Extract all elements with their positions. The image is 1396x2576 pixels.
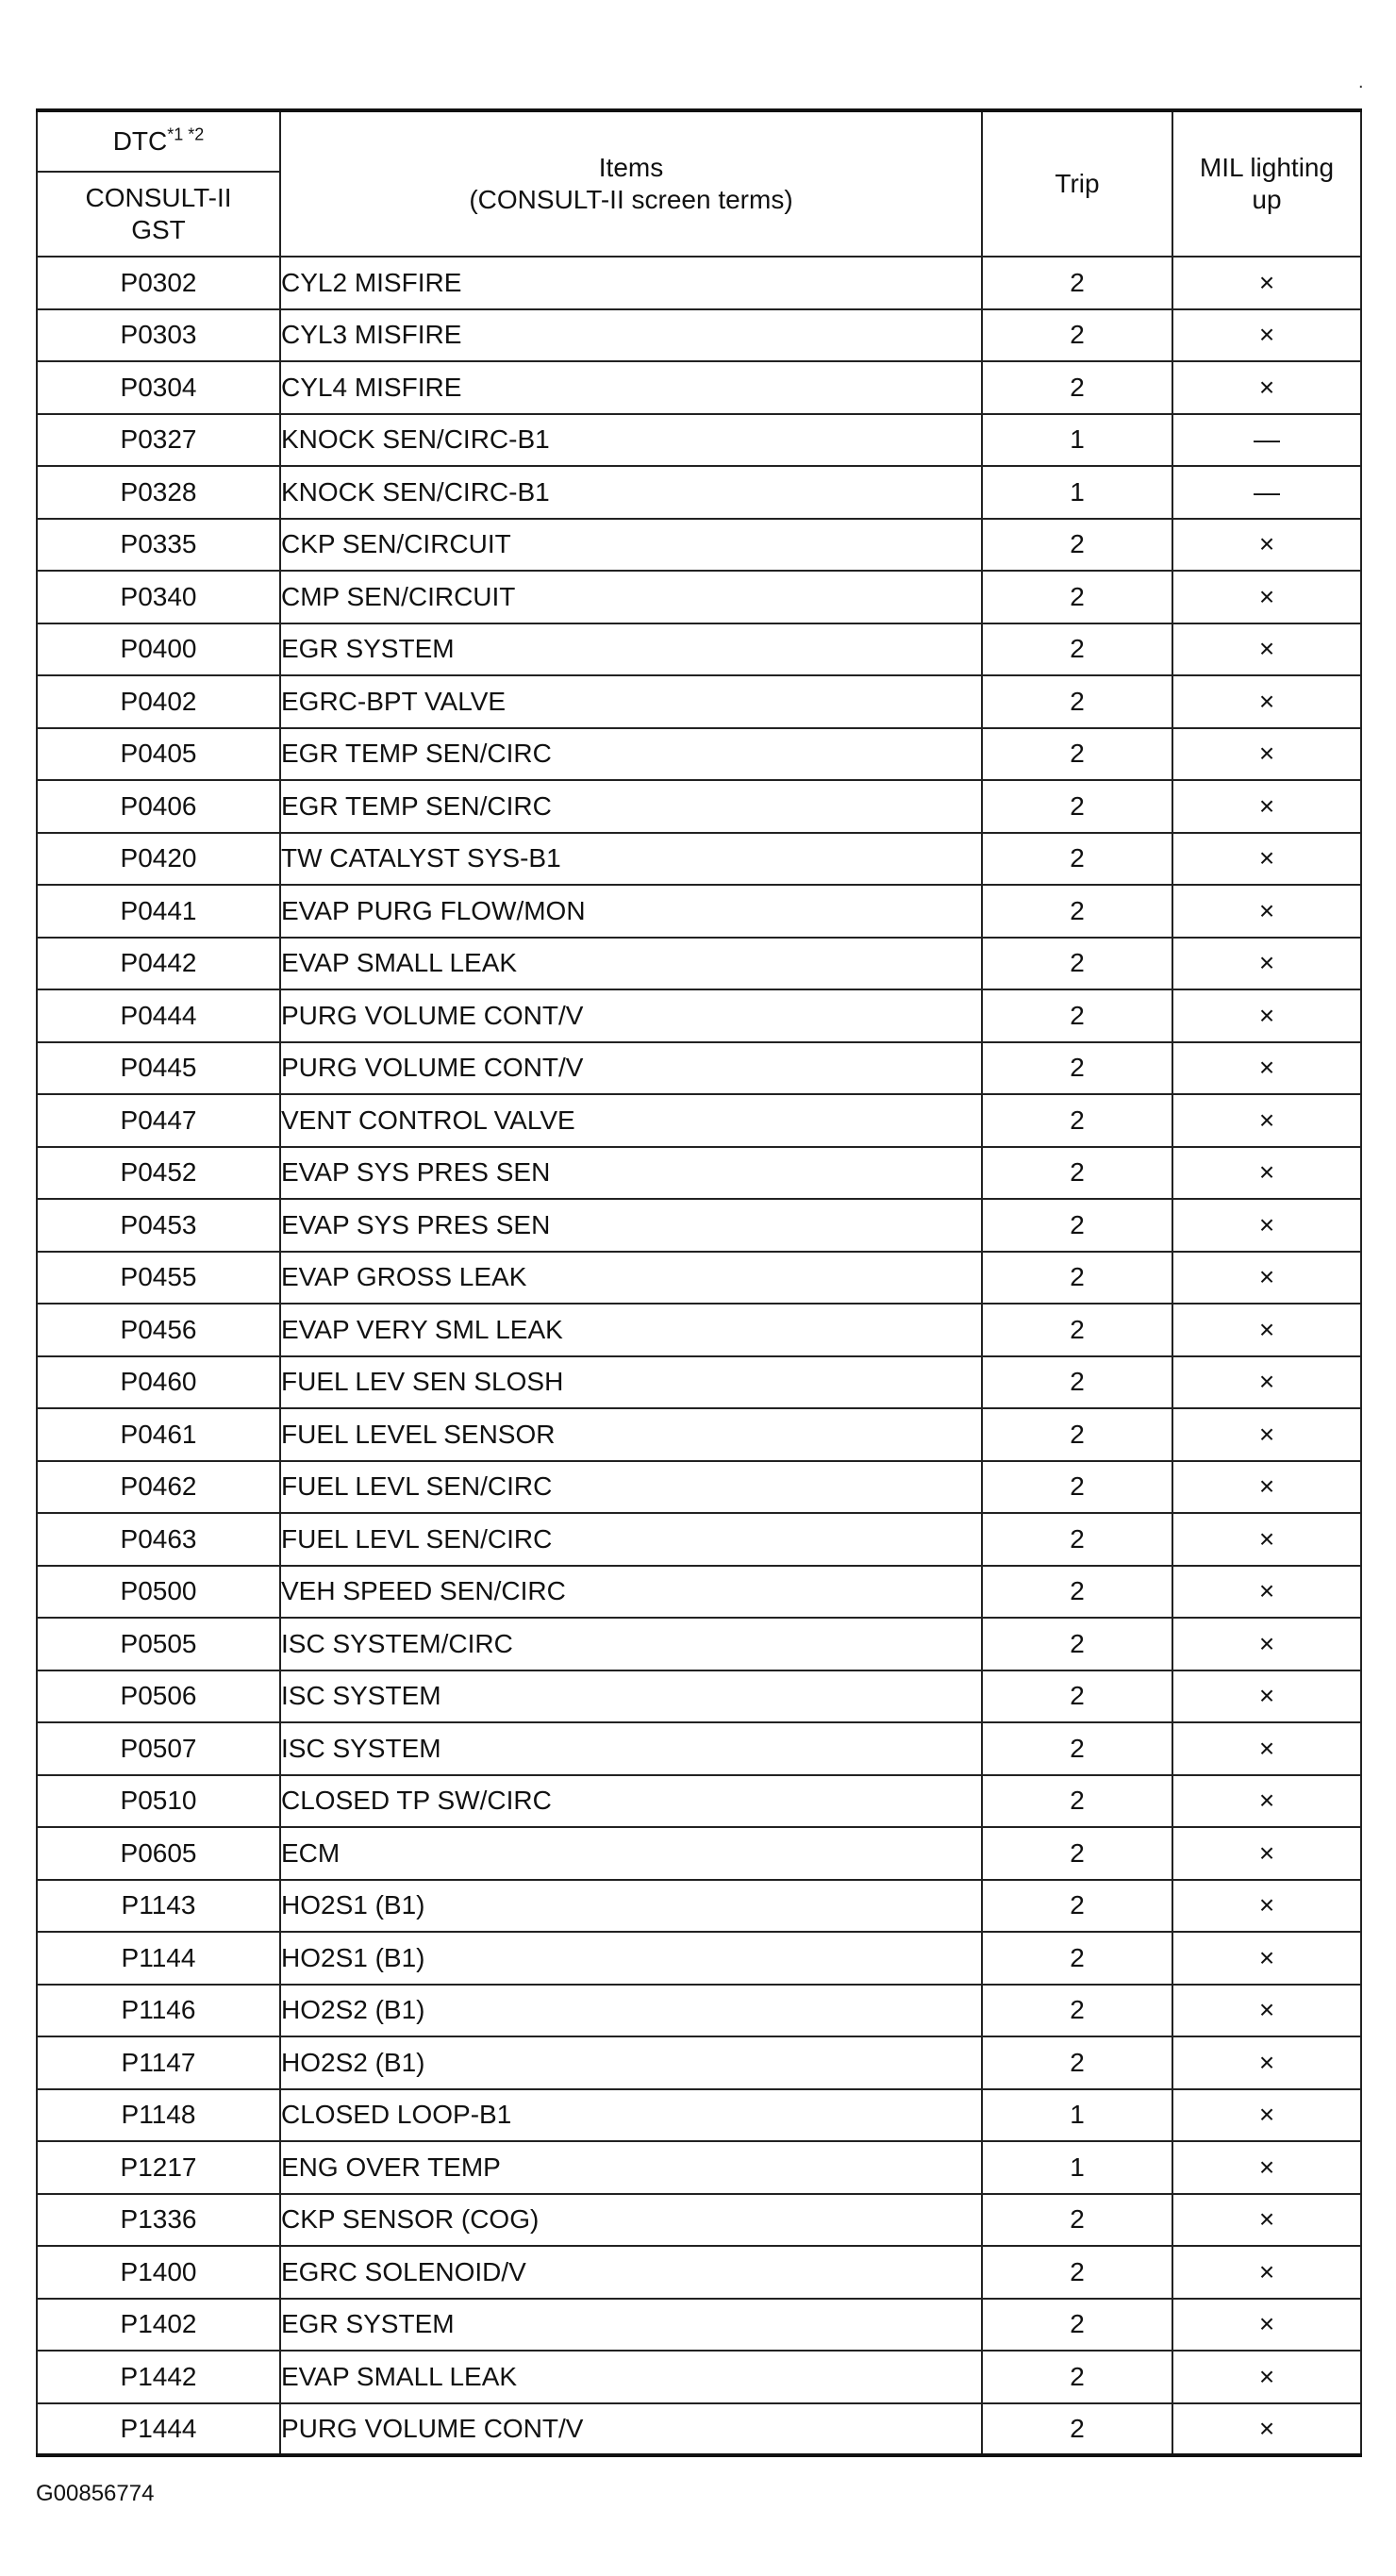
mil-cell: × <box>1172 1880 1361 1933</box>
table-row <box>37 1985 1361 2037</box>
table-row <box>37 938 1361 990</box>
trip-cell: 1 <box>982 466 1172 519</box>
item-cell: CLOSED TP SW/CIRC <box>280 1775 982 1828</box>
table-row <box>37 519 1361 572</box>
table-row <box>37 885 1361 938</box>
dtc-code-cell: P0402 <box>37 675 280 728</box>
item-cell: ISC SYSTEM <box>280 1670 982 1723</box>
mil-cell: × <box>1172 1722 1361 1775</box>
mil-cell: × <box>1172 1513 1361 1566</box>
item-cell: FUEL LEVL SEN/CIRC <box>280 1513 982 1566</box>
dtc-code-cell: P0506 <box>37 1670 280 1723</box>
item-cell: KNOCK SEN/CIRC-B1 <box>280 466 982 519</box>
item-cell: ISC SYSTEM <box>280 1722 982 1775</box>
item-cell: ISC SYSTEM/CIRC <box>280 1618 982 1670</box>
item-cell: EVAP VERY SML LEAK <box>280 1304 982 1356</box>
table-row <box>37 1827 1361 1880</box>
mil-cell: × <box>1172 257 1361 309</box>
dtc-code-cell: P0406 <box>37 780 280 833</box>
table-header <box>37 110 1361 257</box>
mil-cell: × <box>1172 2194 1361 2247</box>
table-row <box>37 2403 1361 2456</box>
table-row <box>37 1566 1361 1619</box>
item-cell: FUEL LEVL SEN/CIRC <box>280 1461 982 1514</box>
dtc-code-cell: P0605 <box>37 1827 280 1880</box>
gst-label: GST <box>131 215 186 244</box>
items-sublabel: (CONSULT-II screen terms) <box>469 185 793 214</box>
dtc-code-cell: P1400 <box>37 2246 280 2299</box>
items-label: Items <box>598 153 664 182</box>
item-cell: EVAP SMALL LEAK <box>280 938 982 990</box>
item-cell: FUEL LEV SEN SLOSH <box>280 1356 982 1409</box>
table-row <box>37 2299 1361 2352</box>
item-cell: ENG OVER TEMP <box>280 2141 982 2194</box>
trip-header-cell <box>982 110 1172 257</box>
dtc-code-cell: P0462 <box>37 1461 280 1514</box>
table-row <box>37 780 1361 833</box>
mil-cell: × <box>1172 1670 1361 1723</box>
table-row <box>37 623 1361 676</box>
figure-id: G00856774 <box>36 2481 155 2506</box>
dtc-code-cell: P0444 <box>37 989 280 1042</box>
item-cell: EVAP GROSS LEAK <box>280 1252 982 1305</box>
trip-cell: 2 <box>982 938 1172 990</box>
table-row <box>37 1670 1361 1723</box>
mil-cell: × <box>1172 623 1361 676</box>
item-cell: EGR SYSTEM <box>280 623 982 676</box>
dtc-code-cell: P0447 <box>37 1094 280 1147</box>
item-cell: PURG VOLUME CONT/V <box>280 989 982 1042</box>
mil-header-cell <box>1172 110 1361 257</box>
mil-cell: × <box>1172 780 1361 833</box>
item-cell: EVAP SYS PRES SEN <box>280 1147 982 1200</box>
dtc-code-cell: P0400 <box>37 623 280 676</box>
mil-cell: × <box>1172 519 1361 572</box>
item-cell: KNOCK SEN/CIRC-B1 <box>280 414 982 467</box>
trip-cell: 1 <box>982 2089 1172 2142</box>
consult-gst-header-cell <box>37 172 280 257</box>
trip-cell: 2 <box>982 623 1172 676</box>
trip-cell: 2 <box>982 833 1172 886</box>
dtc-code-cell: P1143 <box>37 1880 280 1933</box>
item-cell: ECM <box>280 1827 982 1880</box>
item-cell: EGR SYSTEM <box>280 2299 982 2352</box>
dtc-code-cell: P0453 <box>37 1199 280 1252</box>
trip-cell: 2 <box>982 780 1172 833</box>
trip-cell: 2 <box>982 675 1172 728</box>
trip-cell: 2 <box>982 1880 1172 1933</box>
item-cell: CKP SENSOR (COG) <box>280 2194 982 2247</box>
table-row <box>37 1932 1361 1985</box>
item-cell: CKP SEN/CIRCUIT <box>280 519 982 572</box>
table-row <box>37 1775 1361 1828</box>
dtc-table <box>36 108 1362 2457</box>
items-header-cell <box>280 110 982 257</box>
trip-cell: 2 <box>982 2299 1172 2352</box>
item-cell: HO2S1 (B1) <box>280 1880 982 1933</box>
table-row <box>37 1461 1361 1514</box>
dtc-superscript: *1 *2 <box>167 125 205 144</box>
item-cell: CLOSED LOOP-B1 <box>280 2089 982 2142</box>
mil-cell: × <box>1172 571 1361 623</box>
trip-cell: 2 <box>982 728 1172 781</box>
table-row <box>37 1147 1361 1200</box>
mil-cell: × <box>1172 938 1361 990</box>
mil-cell: × <box>1172 361 1361 414</box>
trip-cell: 2 <box>982 1252 1172 1305</box>
item-cell: VENT CONTROL VALVE <box>280 1094 982 1147</box>
trip-cell: 2 <box>982 1566 1172 1619</box>
trip-cell: 2 <box>982 1775 1172 1828</box>
mil-cell: — <box>1172 466 1361 519</box>
table-row <box>37 2194 1361 2247</box>
trip-cell: 2 <box>982 1304 1172 1356</box>
trip-cell: 2 <box>982 1985 1172 2037</box>
item-cell: CYL4 MISFIRE <box>280 361 982 414</box>
dtc-code-cell: P1336 <box>37 2194 280 2247</box>
trip-cell: 2 <box>982 1356 1172 1409</box>
trip-label: Trip <box>1055 169 1100 198</box>
table-row <box>37 1722 1361 1775</box>
mil-cell: × <box>1172 1252 1361 1305</box>
mil-cell: × <box>1172 885 1361 938</box>
trip-cell: 1 <box>982 414 1172 467</box>
item-cell: EGRC-BPT VALVE <box>280 675 982 728</box>
dtc-header-cell <box>37 110 280 172</box>
trip-cell: 2 <box>982 1827 1172 1880</box>
trip-cell: 2 <box>982 361 1172 414</box>
dtc-code-cell: P1402 <box>37 2299 280 2352</box>
table-row <box>37 1304 1361 1356</box>
trip-cell: 2 <box>982 1094 1172 1147</box>
table-row <box>37 1356 1361 1409</box>
dtc-code-cell: P0507 <box>37 1722 280 1775</box>
dtc-code-cell: P0461 <box>37 1408 280 1461</box>
dtc-code-cell: P0441 <box>37 885 280 938</box>
table-row <box>37 833 1361 886</box>
mil-cell: × <box>1172 1094 1361 1147</box>
mil-cell: × <box>1172 1932 1361 1985</box>
trip-cell: 2 <box>982 1461 1172 1514</box>
mil-label-line2: up <box>1252 185 1282 214</box>
mil-cell: × <box>1172 1304 1361 1356</box>
table-row <box>37 1094 1361 1147</box>
trip-cell: 2 <box>982 2036 1172 2089</box>
table-row <box>37 361 1361 414</box>
trip-cell: 2 <box>982 989 1172 1042</box>
mil-cell: × <box>1172 728 1361 781</box>
trip-cell: 2 <box>982 1199 1172 1252</box>
trip-cell: 2 <box>982 1408 1172 1461</box>
dtc-code-cell: P1442 <box>37 2351 280 2403</box>
table-row <box>37 1199 1361 1252</box>
trip-cell: 2 <box>982 1513 1172 1566</box>
mil-cell: × <box>1172 1775 1361 1828</box>
dtc-code-cell: P0327 <box>37 414 280 467</box>
dtc-code-cell: P0452 <box>37 1147 280 1200</box>
dtc-code-cell: P0302 <box>37 257 280 309</box>
trip-cell: 2 <box>982 2403 1172 2456</box>
mil-cell: × <box>1172 2299 1361 2352</box>
dtc-code-cell: P0340 <box>37 571 280 623</box>
item-cell: CYL2 MISFIRE <box>280 257 982 309</box>
mil-cell: × <box>1172 1356 1361 1409</box>
dtc-code-cell: P0405 <box>37 728 280 781</box>
table-row <box>37 1513 1361 1566</box>
table-row <box>37 2141 1361 2194</box>
item-cell: EVAP SYS PRES SEN <box>280 1199 982 1252</box>
table-row <box>37 2246 1361 2299</box>
dtc-code-cell: P0445 <box>37 1042 280 1095</box>
mil-cell: × <box>1172 2351 1361 2403</box>
trip-cell: 2 <box>982 2246 1172 2299</box>
mil-label-line1: MIL lighting <box>1199 153 1335 182</box>
dtc-code-cell: P1144 <box>37 1932 280 1985</box>
dtc-code-cell: P0510 <box>37 1775 280 1828</box>
mil-cell: × <box>1172 2403 1361 2456</box>
dtc-code-cell: P0442 <box>37 938 280 990</box>
mil-cell: × <box>1172 1042 1361 1095</box>
mil-cell: × <box>1172 2036 1361 2089</box>
trip-cell: 1 <box>982 2141 1172 2194</box>
trip-cell: 2 <box>982 519 1172 572</box>
dtc-code-cell: P0455 <box>37 1252 280 1305</box>
trip-cell: 2 <box>982 1670 1172 1723</box>
dtc-code-cell: P1147 <box>37 2036 280 2089</box>
dtc-code-cell: P1444 <box>37 2403 280 2456</box>
dtc-code-cell: P0328 <box>37 466 280 519</box>
trip-cell: 2 <box>982 1932 1172 1985</box>
trip-cell: 2 <box>982 1147 1172 1200</box>
item-cell: EGR TEMP SEN/CIRC <box>280 728 982 781</box>
consult-label: CONSULT-II <box>85 183 232 212</box>
table-row <box>37 1408 1361 1461</box>
dtc-code-cell: P0456 <box>37 1304 280 1356</box>
trip-cell: 2 <box>982 1722 1172 1775</box>
table-row <box>37 466 1361 519</box>
dtc-code-cell: P1217 <box>37 2141 280 2194</box>
item-cell: HO2S2 (B1) <box>280 1985 982 2037</box>
table-row <box>37 728 1361 781</box>
table-row <box>37 2351 1361 2403</box>
mil-cell: × <box>1172 1199 1361 1252</box>
trip-cell: 2 <box>982 309 1172 362</box>
corner-mark: . <box>1358 72 1364 92</box>
item-cell: HO2S2 (B1) <box>280 2036 982 2089</box>
mil-cell: × <box>1172 2141 1361 2194</box>
item-cell: EVAP PURG FLOW/MON <box>280 885 982 938</box>
table-row <box>37 257 1361 309</box>
table-row <box>37 1880 1361 1933</box>
dtc-code-cell: P0463 <box>37 1513 280 1566</box>
dtc-code-cell: P0505 <box>37 1618 280 1670</box>
mil-cell: × <box>1172 833 1361 886</box>
table-row <box>37 571 1361 623</box>
mil-cell: × <box>1172 2089 1361 2142</box>
table-row <box>37 2089 1361 2142</box>
trip-cell: 2 <box>982 1618 1172 1670</box>
trip-cell: 2 <box>982 885 1172 938</box>
item-cell: CYL3 MISFIRE <box>280 309 982 362</box>
item-cell: CMP SEN/CIRCUIT <box>280 571 982 623</box>
dtc-code-cell: P0335 <box>37 519 280 572</box>
dtc-code-cell: P0500 <box>37 1566 280 1619</box>
table-row <box>37 989 1361 1042</box>
item-cell: EVAP SMALL LEAK <box>280 2351 982 2403</box>
trip-cell: 2 <box>982 571 1172 623</box>
trip-cell: 2 <box>982 2351 1172 2403</box>
table-row <box>37 2036 1361 2089</box>
mil-cell: × <box>1172 1461 1361 1514</box>
dtc-code-cell: P1146 <box>37 1985 280 2037</box>
table-body <box>37 257 1361 2455</box>
mil-cell: × <box>1172 1566 1361 1619</box>
dtc-code-cell: P0420 <box>37 833 280 886</box>
trip-cell: 2 <box>982 257 1172 309</box>
mil-cell: × <box>1172 1827 1361 1880</box>
table-row <box>37 1618 1361 1670</box>
dtc-code-cell: P0303 <box>37 309 280 362</box>
mil-cell: — <box>1172 414 1361 467</box>
item-cell: PURG VOLUME CONT/V <box>280 1042 982 1095</box>
trip-cell: 2 <box>982 2194 1172 2247</box>
table-row <box>37 1042 1361 1095</box>
mil-cell: × <box>1172 1408 1361 1461</box>
mil-cell: × <box>1172 2246 1361 2299</box>
item-cell: EGRC SOLENOID/V <box>280 2246 982 2299</box>
dtc-code-cell: P0304 <box>37 361 280 414</box>
mil-cell: × <box>1172 675 1361 728</box>
table-row <box>37 675 1361 728</box>
dtc-code-cell: P0460 <box>37 1356 280 1409</box>
mil-cell: × <box>1172 1618 1361 1670</box>
item-cell: EGR TEMP SEN/CIRC <box>280 780 982 833</box>
table-row <box>37 309 1361 362</box>
item-cell: FUEL LEVEL SENSOR <box>280 1408 982 1461</box>
table-row <box>37 1252 1361 1305</box>
mil-cell: × <box>1172 989 1361 1042</box>
item-cell: TW CATALYST SYS-B1 <box>280 833 982 886</box>
mil-cell: × <box>1172 1147 1361 1200</box>
item-cell: PURG VOLUME CONT/V <box>280 2403 982 2456</box>
trip-cell: 2 <box>982 1042 1172 1095</box>
table-row <box>37 414 1361 467</box>
dtc-code-cell: P1148 <box>37 2089 280 2142</box>
item-cell: HO2S1 (B1) <box>280 1932 982 1985</box>
item-cell: VEH SPEED SEN/CIRC <box>280 1566 982 1619</box>
dtc-label: DTC <box>112 126 168 156</box>
mil-cell: × <box>1172 309 1361 362</box>
mil-cell: × <box>1172 1985 1361 2037</box>
